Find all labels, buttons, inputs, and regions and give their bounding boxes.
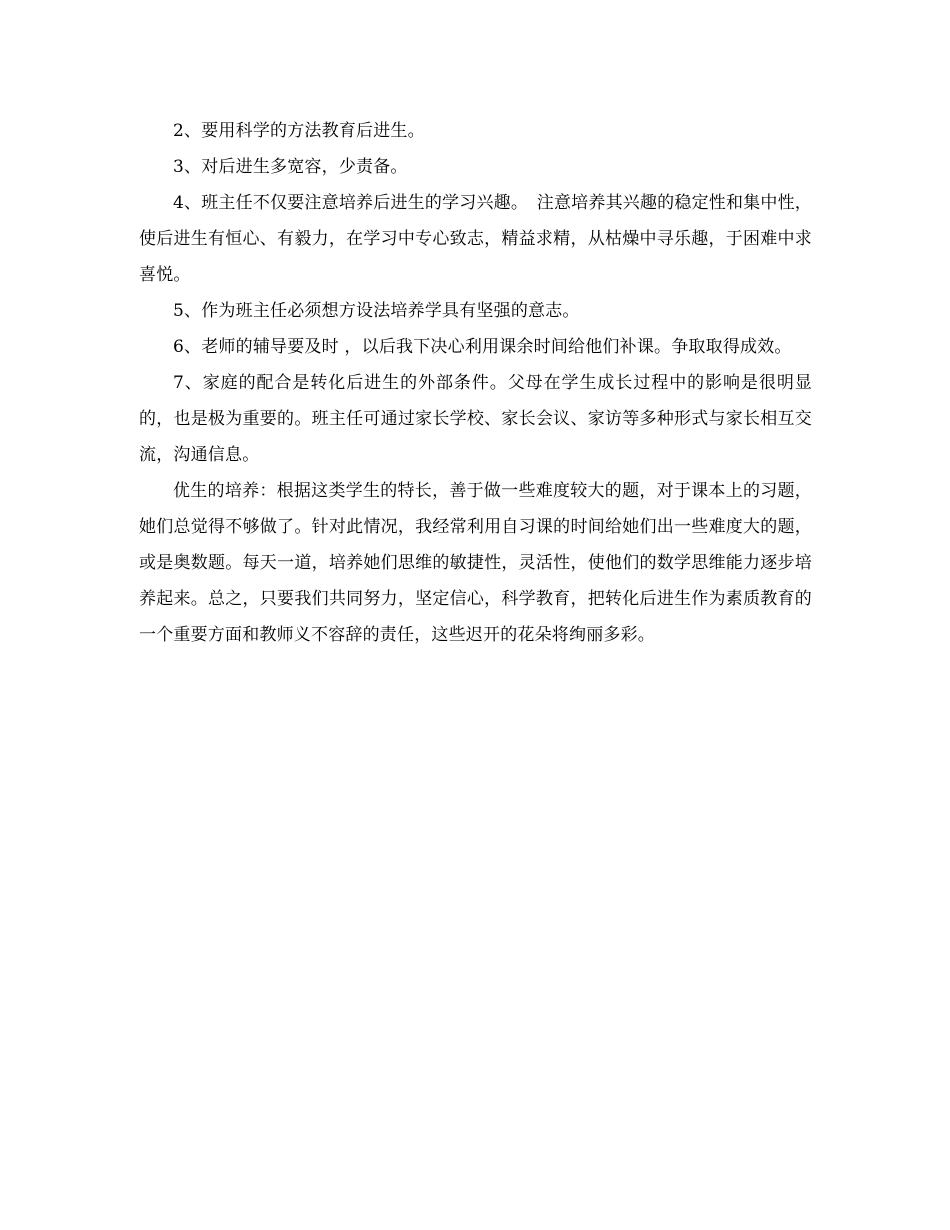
paragraph-item-7: 7、家庭的配合是转化后进生的外部条件。父母在学生成长过程中的影响是很明显的，也是极为重要的。班主任可通过家长学校、家长会议、家访等多种形式与家长相互交流，沟通信息。 (139, 373, 812, 465)
paragraph-item-6: 6、老师的辅导要及时 ，以后我下决心利用课余时间给他们补课。争取取得成效。 (173, 337, 792, 357)
paragraph-item-2: 2、要用科学的方法教育后进生。 (173, 121, 425, 141)
paragraph-item-3: 3、对后进生多宽容，少责备。 (173, 157, 408, 177)
paragraph-item-5: 5、作为班主任必须想方设法培养学具有坚强的意志。 (173, 301, 580, 321)
paragraph-top-students: 优生的培养：根据这类学生的特长，善于做一些难度较大的题，对于课本上的习题，她们总觉得不够做了。针对此情况，我经常利用自习课的时间给她们出一些难度大的题，或是奥数题。每天一道，培养她们思维的敏捷性，灵活性，使他们的数学思维能力逐步培养起来。总之，只要我们共同努力，坚定信心，科学教育，把转化后进生作为素质教育的一个重要方面和教师义不容辞的责任，这些迟开的花朵将绚丽多彩。 (139, 481, 812, 645)
document-body (139, 113, 812, 653)
paragraph-item-4: 4、班主任不仅要注意培养后进生的学习兴趣。 注意培养其兴趣的稳定性和集中性，使后进生有恒心、有毅力，在学习中专心致志，精益求精，从枯燥中寻乐趣，于困难中求喜悦。 (139, 193, 812, 285)
